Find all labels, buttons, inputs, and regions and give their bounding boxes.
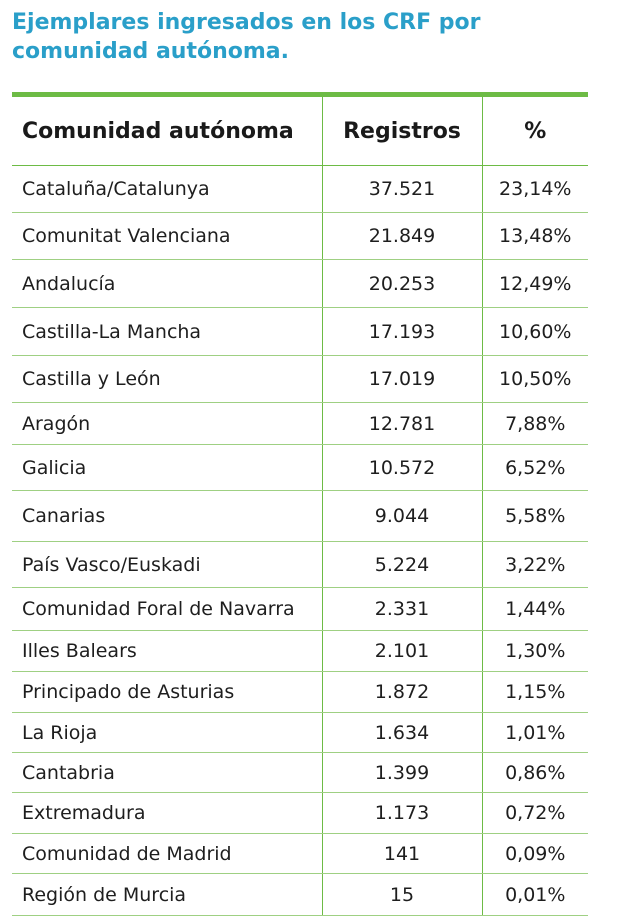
cell-registros: 141 [322,834,482,874]
cell-percent: 1,01% [482,713,588,753]
column-header-comunidad: Comunidad autónoma [12,97,322,166]
cell-comunidad: Comunidad Foral de Navarra [12,588,322,631]
cell-percent: 0,72% [482,793,588,834]
table-row [12,213,588,260]
cell-registros: 2.101 [322,631,482,672]
cell-registros: 17.019 [322,356,482,403]
table-row [12,308,588,356]
cell-comunidad: Extremadura [12,793,322,834]
cell-percent: 12,49% [482,260,588,308]
cell-percent: 10,50% [482,356,588,403]
cell-comunidad: Cataluña/Catalunya [12,166,322,213]
cell-comunidad: La Rioja [12,713,322,753]
cell-registros: 1.634 [322,713,482,753]
cell-registros: 1.872 [322,672,482,713]
cell-percent: 6,52% [482,445,588,491]
cell-registros: 1.399 [322,753,482,793]
cell-comunidad: País Vasco/Euskadi [12,542,322,588]
table-row [12,445,588,491]
table-row [12,753,588,793]
cell-percent: 23,14% [482,166,588,213]
column-header-registros: Registros [322,97,482,166]
cell-percent: 1,44% [482,588,588,631]
cell-comunidad: Castilla-La Mancha [12,308,322,356]
table-title: Ejemplares ingresados en los CRF por comunidad autónoma. [12,10,481,64]
column-header-percent: % [482,97,588,166]
cell-registros: 15 [322,874,482,916]
cell-percent: 5,58% [482,491,588,542]
cell-percent: 10,60% [482,308,588,356]
cell-registros: 2.331 [322,588,482,631]
cell-percent: 3,22% [482,542,588,588]
cell-percent: 0,86% [482,753,588,793]
cell-registros: 17.193 [322,308,482,356]
cell-registros: 9.044 [322,491,482,542]
cell-comunidad: Castilla y León [12,356,322,403]
table-row [12,403,588,445]
table-body [12,166,588,916]
cell-percent: 13,48% [482,213,588,260]
data-table-container [12,92,588,916]
table-row [12,588,588,631]
table-row [12,631,588,672]
cell-registros: 21.849 [322,213,482,260]
cell-registros: 12.781 [322,403,482,445]
cell-registros: 20.253 [322,260,482,308]
table-row [12,491,588,542]
table-row [12,874,588,916]
cell-registros: 1.173 [322,793,482,834]
cell-comunidad: Illes Balears [12,631,322,672]
data-table [12,97,588,916]
table-row [12,793,588,834]
cell-registros: 5.224 [322,542,482,588]
table-row [12,834,588,874]
table-header-row [12,97,588,166]
table-row [12,356,588,403]
cell-percent: 1,30% [482,631,588,672]
table-row [12,672,588,713]
cell-comunidad: Cantabria [12,753,322,793]
cell-comunidad: Galicia [12,445,322,491]
cell-percent: 0,01% [482,874,588,916]
cell-comunidad: Principado de Asturias [12,672,322,713]
cell-comunidad: Aragón [12,403,322,445]
table-row [12,166,588,213]
cell-comunidad: Comunidad de Madrid [12,834,322,874]
cell-percent: 1,15% [482,672,588,713]
table-row [12,542,588,588]
table-row [12,260,588,308]
cell-comunidad: Canarias [12,491,322,542]
cell-comunidad: Andalucía [12,260,322,308]
cell-percent: 7,88% [482,403,588,445]
table-row [12,713,588,753]
cell-comunidad: Comunitat Valenciana [12,213,322,260]
cell-comunidad: Región de Murcia [12,874,322,916]
cell-registros: 10.572 [322,445,482,491]
cell-percent: 0,09% [482,834,588,874]
cell-registros: 37.521 [322,166,482,213]
